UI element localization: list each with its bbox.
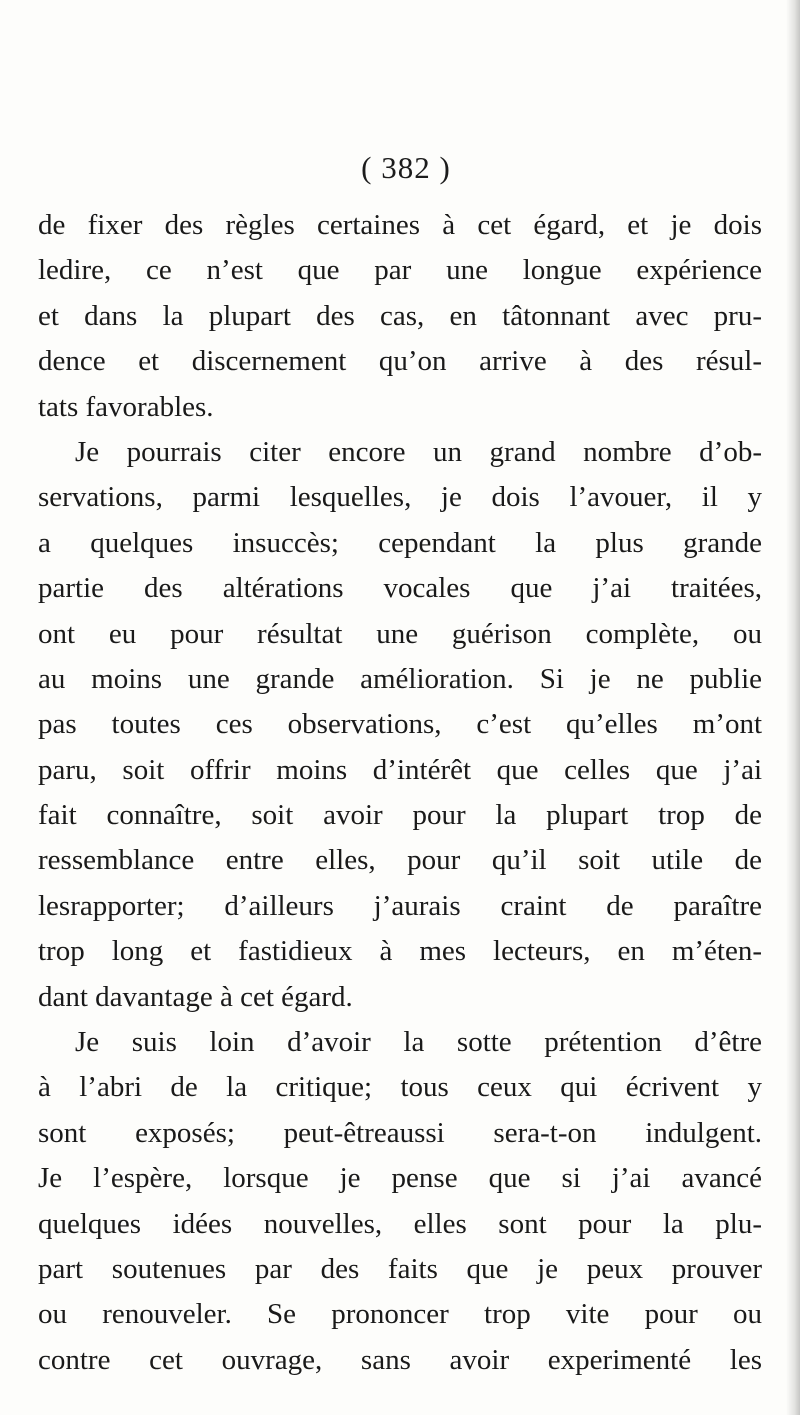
text-line: trop long et fastidieux à mes lecteurs, en m’éten- <box>38 935 762 968</box>
text-line: quelques idées nouvelles, elles sont pour la plu- <box>38 1207 762 1240</box>
paragraph-first-line: Je suis loin d’avoir la sotte prétention d’être <box>75 1026 762 1059</box>
page-number: ( 382 ) <box>361 150 451 185</box>
text-line: fait connaître, soit avoir pour la plupart trop de <box>38 799 762 832</box>
text-line: à l’abri de la critique; tous ceux qui écrivent y <box>38 1071 762 1104</box>
text-line: contre cet ouvrage, sans avoir experimenté les <box>38 1343 762 1376</box>
text-line: sont exposés; peut-êtreaussi sera-t-on indulgent. <box>38 1116 762 1149</box>
text-line: ressemblance entre elles, pour qu’il soit utile de <box>38 844 762 877</box>
text-line: au moins une grande amélioration. Si je ne publie <box>38 662 762 695</box>
text-line: dence et discernement qu’on arrive à des résul- <box>38 345 762 378</box>
text-line: servations, parmi lesquelles, je dois l’avouer, il y <box>38 481 762 514</box>
text-line: a quelques insuccès; cependant la plus grande <box>38 526 762 559</box>
text-line: et dans la plupart des cas, en tâtonnant avec pru- <box>38 299 762 332</box>
text-line: pas toutes ces observations, c’est qu’elles m’ont <box>38 708 762 741</box>
body-text <box>38 203 762 1383</box>
text-line: ou renouveler. Se prononcer trop vite pour ou <box>38 1298 762 1331</box>
page-edge-shadow <box>786 0 800 1415</box>
text-line: tats favorables. <box>38 390 214 423</box>
text-line: ledire, ce n’est que par une longue expérience <box>38 254 762 287</box>
text-line: paru, soit offrir moins d’intérêt que celles que j’ai <box>38 753 762 786</box>
text-line: lesrapporter; d’ailleurs j’aurais craint de paraître <box>38 889 762 922</box>
text-line: partie des altérations vocales que j’ai traitées, <box>38 572 762 605</box>
text-line: Je l’espère, lorsque je pense que si j’ai avancé <box>38 1162 762 1195</box>
paragraph-first-line: Je pourrais citer encore un grand nombre d’ob- <box>75 435 762 468</box>
text-line: dant davantage à cet égard. <box>38 980 353 1013</box>
text-line: de fixer des règles certaines à cet égard, et je dois <box>38 209 762 241</box>
text-line: ont eu pour résultat une guérison complète, ou <box>38 617 762 650</box>
text-line: part soutenues par des faits que je peux prouver <box>38 1252 762 1285</box>
